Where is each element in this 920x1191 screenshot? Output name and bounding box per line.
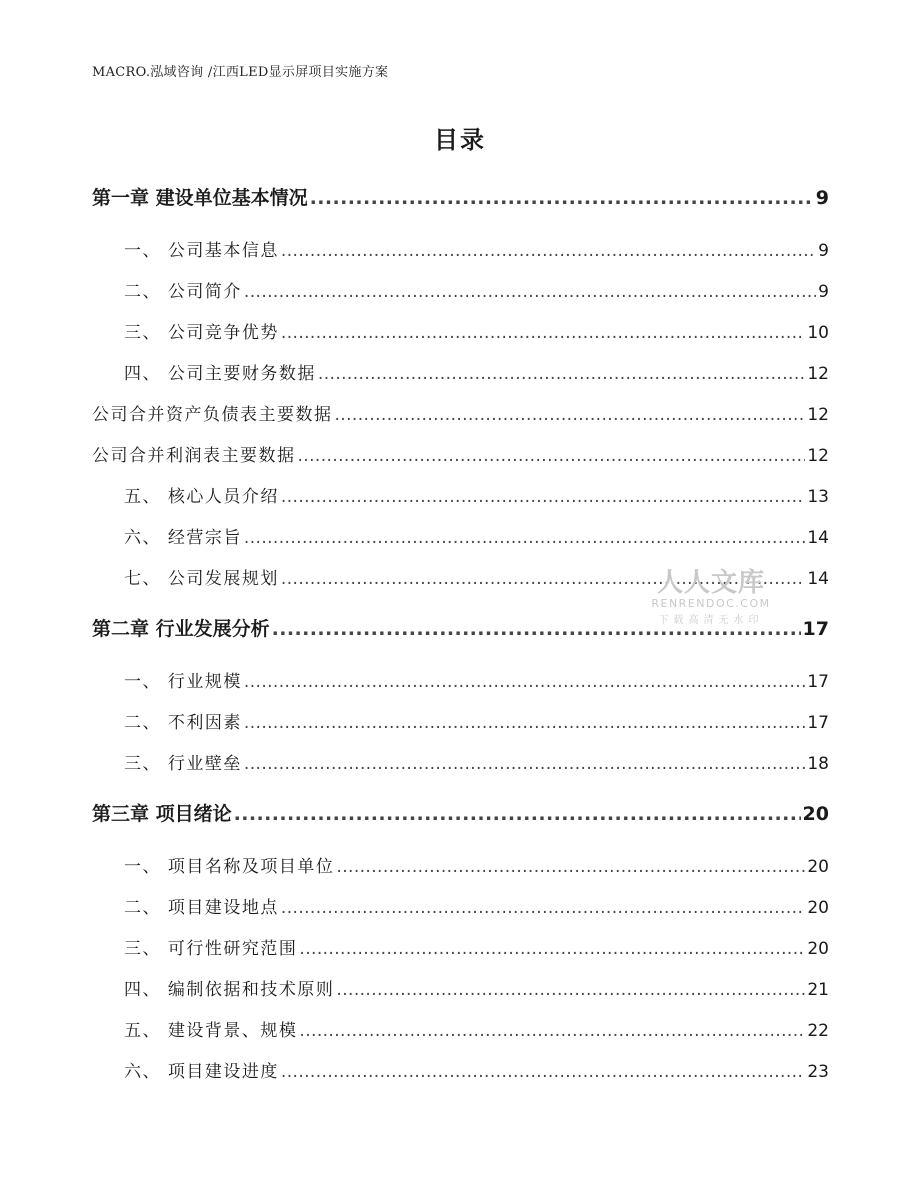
toc-section[interactable] [92,523,829,548]
toc-entry-page: 9 [815,187,829,209]
toc-leader-dots [336,857,805,877]
watermark-title: 人人文库 [656,568,765,598]
toc-entry-label: 六、 经营宗旨 [124,528,242,548]
toc-leader-dots [310,187,814,209]
toc-section[interactable] [92,1057,829,1082]
toc-section[interactable] [92,1016,829,1041]
toc-entry-page: 18 [807,754,829,774]
toc-section[interactable] [92,277,829,302]
toc-section[interactable] [92,318,829,343]
toc-entry-label: 三、 行业壁垒 [124,754,242,774]
toc-entry-page: 14 [807,528,829,548]
toc-entry-label: 五、 核心人员介绍 [124,487,279,507]
toc-leader-dots [281,1062,805,1082]
toc-entry-label: 公司合并利润表主要数据 [92,446,296,466]
toc-chapter-1[interactable] [92,183,829,210]
toc-entry-label: 七、 公司发展规划 [124,569,279,589]
toc-entry-page: 9 [818,241,829,261]
toc-leader-dots [336,980,805,1000]
toc-entry-label: 一、 项目名称及项目单位 [124,857,335,877]
toc-entry-label: 第三章 项目绪论 [92,803,232,825]
toc-section[interactable] [92,749,829,774]
toc-entry-page: 12 [807,405,829,425]
toc-leader-dots [299,1021,805,1041]
toc-entry-page: 12 [807,364,829,384]
toc-entry-page: 20 [807,939,829,959]
toc-entry-label: 五、 建设背景、规模 [124,1021,298,1041]
toc-entry-page: 12 [807,446,829,466]
toc-entry-page: 17 [802,618,829,640]
toc-entry-label: 四、 公司主要财务数据 [124,364,316,384]
page-header: MACRO.泓域咨询 /江西LED显示屏项目实施方案 [92,65,389,80]
toc-leader-dots [234,803,801,825]
toc-leader-dots [244,672,805,692]
toc-entry-page: 20 [802,803,829,825]
toc-leader-dots [318,364,805,384]
toc-entry-page: 10 [807,323,829,343]
toc-section[interactable] [92,236,829,261]
toc-section[interactable] [92,667,829,692]
toc-entry-page: 14 [807,569,829,589]
toc-leader-dots [244,754,805,774]
toc-leader-dots [244,282,816,302]
toc-section[interactable] [92,934,829,959]
toc-leader-dots [281,487,805,507]
toc-chapter-3[interactable] [92,799,829,826]
toc-leader-dots [299,939,805,959]
toc-section[interactable] [92,708,829,733]
toc-leader-dots [281,323,805,343]
toc-entry-page: 9 [818,282,829,302]
toc-entry-label: 六、 项目建设进度 [124,1062,279,1082]
toc-leader-dots [244,713,805,733]
toc-section[interactable] [92,893,829,918]
toc-leader-dots [281,241,816,261]
watermark-subtitle: 下载高清无水印 [658,615,764,626]
toc-entry-page: 20 [807,898,829,918]
toc-entry-label: 四、 编制依据和技术原则 [124,980,335,1000]
toc-leader-dots [281,898,805,918]
toc-entry-page: 17 [807,672,829,692]
toc-entry-label: 二、 项目建设地点 [124,898,279,918]
toc-entry-label: 第二章 行业发展分析 [92,618,270,640]
toc-entry-label: 一、 行业规模 [124,672,242,692]
toc-section[interactable] [92,852,829,877]
toc-entry-label: 三、 公司竞争优势 [124,323,279,343]
toc-entry-label: 一、 公司基本信息 [124,241,279,261]
toc-section[interactable] [92,975,829,1000]
toc-subsection[interactable] [92,400,829,425]
toc-entry-label: 第一章 建设单位基本情况 [92,187,308,209]
toc-entry-label: 二、 不利因素 [124,713,242,733]
toc-entry-page: 22 [807,1021,829,1041]
toc-entry-page: 20 [807,857,829,877]
toc-leader-dots [244,528,805,548]
toc-section[interactable] [92,359,829,384]
toc-leader-dots [298,446,806,466]
toc-entry-page: 21 [807,980,829,1000]
toc-title: 目录 [434,126,486,154]
toc-entry-label: 二、 公司简介 [124,282,242,302]
toc-leader-dots [335,405,806,425]
toc-entry-label: 公司合并资产负债表主要数据 [92,405,333,425]
watermark-url: RENRENDOC.COM [651,597,771,610]
watermark [636,562,786,626]
toc-entry-label: 三、 可行性研究范围 [124,939,298,959]
toc-entry-page: 17 [807,713,829,733]
toc-entry-page: 13 [807,487,829,507]
toc-entry-page: 23 [807,1062,829,1082]
toc-subsection[interactable] [92,441,829,466]
toc-section[interactable] [92,482,829,507]
